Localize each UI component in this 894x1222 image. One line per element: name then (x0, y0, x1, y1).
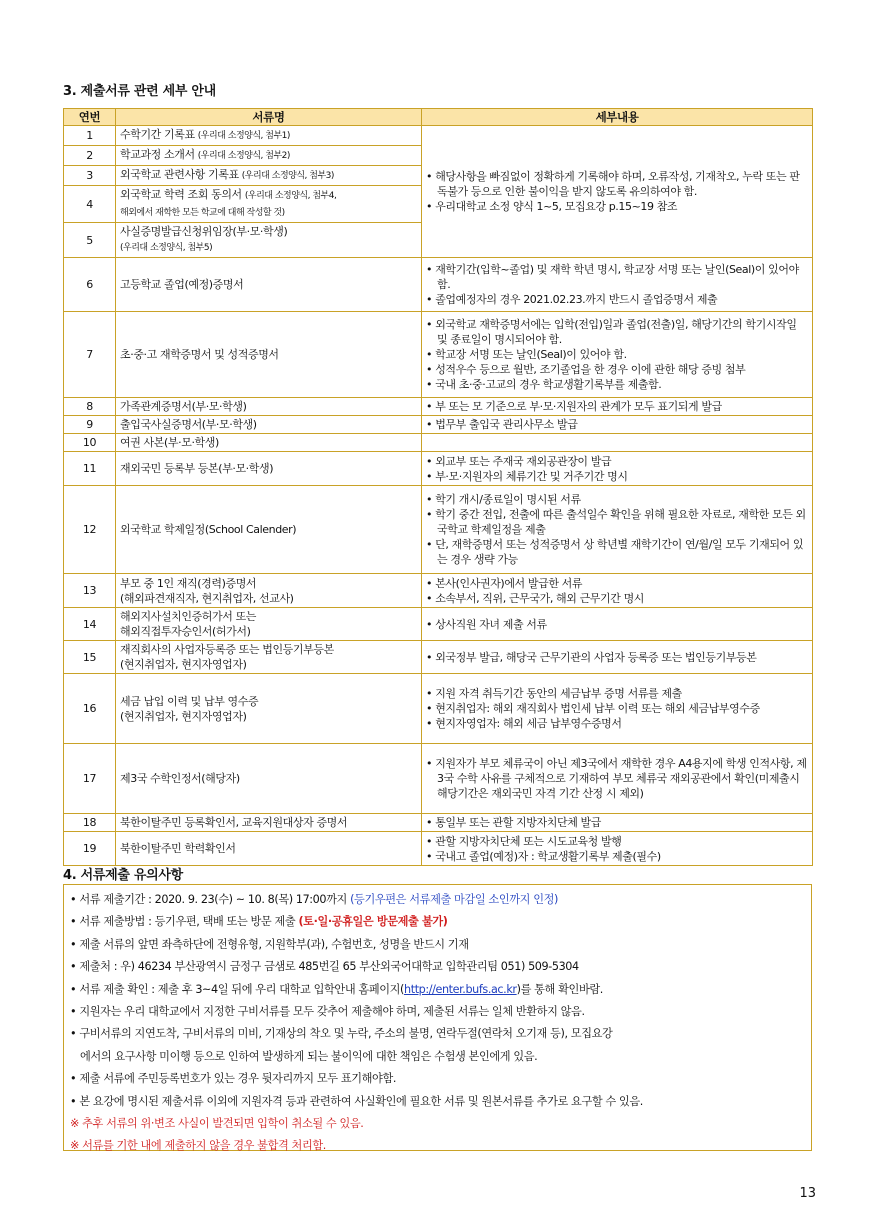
row-number: 10 (64, 434, 116, 452)
document-name (116, 641, 422, 674)
table-row (64, 814, 813, 832)
detail-item: • 학기 개시/종료일이 명시된 서류 (426, 492, 808, 507)
document-details (422, 126, 813, 258)
row-number: 2 (64, 146, 116, 166)
note-text: 서류 제출 확인 : 제출 후 3~4일 뒤에 우리 대학교 입학안내 홈페이지( (79, 982, 405, 996)
document-name-text: 부모 중 1인 재직(경력)증명서 (120, 576, 257, 590)
detail-item: • 외국정부 발급, 해당국 근무기관의 사업자 등록증 또는 법인등기부등본 (426, 650, 808, 665)
row-number: 4 (64, 186, 116, 223)
table-row (64, 398, 813, 416)
document-name-line2: 해외직접투자승인서(허가서) (120, 625, 251, 638)
document-name-text: 사실증명발급신청위임장(부·모·학생) (120, 225, 288, 238)
row-number: 15 (64, 641, 116, 674)
row-number: 14 (64, 608, 116, 641)
document-details (422, 416, 813, 434)
row-number: 11 (64, 452, 116, 486)
row-number: 5 (64, 223, 116, 258)
detail-item: • 국내고 졸업(예정)자 : 학교생활기록부 제출(필수) (426, 849, 808, 864)
row-number: 17 (64, 744, 116, 814)
document-name: 가족관계증명서(부·모·학생) (116, 398, 422, 416)
document-name: 여권 사본(부·모·학생) (116, 434, 422, 452)
document-name-text: 재직회사의 사업자등록증 또는 법인등기부등본 (120, 643, 334, 656)
note-submission-method (70, 911, 805, 933)
table-row (64, 674, 813, 744)
note-confirmation (70, 979, 805, 1001)
note-highlight: (등기우편은 서류제출 마감일 소인까지 인정) (350, 893, 558, 906)
document-name: 초·중·고 재학증명서 및 성적증명서 (116, 312, 422, 398)
document-details (422, 674, 813, 744)
note-submission-period (70, 889, 805, 911)
table-row (64, 574, 813, 608)
document-name (116, 126, 422, 146)
document-name-line2: (현지취업자, 현지자영업자) (120, 658, 247, 671)
note-address: • 제출처 : 우) 46234 부산광역시 금정구 금샘로 485번길 65 부산외국어대학교 입학관리팀 051) 509-5304 (70, 956, 805, 978)
detail-item: • 외교부 또는 주재국 재외공관장이 발급 (426, 454, 808, 469)
document-name (116, 574, 422, 608)
document-details (422, 398, 813, 416)
document-note: (우리대 소정양식, 첨부3) (241, 171, 334, 181)
col-header-number: 연번 (64, 109, 116, 126)
document-details (422, 814, 813, 832)
row-number: 6 (64, 258, 116, 312)
document-name-text: 수학기간 기록표 (120, 128, 195, 141)
document-name-text: 세금 납입 이력 및 납부 영수증 (120, 694, 259, 708)
table-row (64, 126, 813, 146)
detail-item: • 본사(인사권자)에서 발급한 서류 (426, 576, 808, 591)
submission-notes-box (63, 884, 812, 1151)
note-text: 서류 제출기간 : 2020. 9. 23(수) ~ 10. 8(목) 17:00까지 (79, 893, 347, 906)
table-row (64, 416, 813, 434)
document-name (116, 146, 422, 166)
document-details (422, 608, 813, 641)
document-name: 출입국사실증명서(부·모·학생) (116, 416, 422, 434)
document-details (422, 452, 813, 486)
document-name-line2: (해외파견재직자, 현지취업자, 선교사) (120, 591, 294, 605)
row-number: 18 (64, 814, 116, 832)
document-name-text: 외국학교 학력 조회 동의서 (120, 188, 242, 201)
table-row (64, 258, 813, 312)
col-header-details: 세부내용 (422, 109, 813, 126)
detail-item: • 지원자가 부모 체류국이 아닌 제3국에서 재학한 경우 A4용지에 학생 인적사항, 제3국 수학 사유를 구체적으로 기재하여 부모 체류국 재외공관에서 확인(미제출시 해당기간은 재외국민 자격 기간 산정 시 제외) (426, 756, 808, 801)
detail-item: • 단, 재학증명서 또는 성적증명서 상 학년별 재학기간이 연/월/일 모두 기재되어 있는 경우 생략 가능 (426, 537, 808, 567)
document-name: 재외국민 등록부 등본(부·모·학생) (116, 452, 422, 486)
detail-item: • 법무부 출입국 관리사무소 발급 (426, 417, 808, 432)
detail-item: • 부·모·지원자의 체류기간 및 거주기간 명시 (426, 469, 808, 484)
note-text: )를 통해 확인바람. (516, 982, 603, 996)
detail-item: • 학교장 서명 또는 날인(Seal)이 있어야 함. (426, 347, 808, 362)
document-details (422, 832, 813, 866)
warning-forgery: ※ 추후 서류의 위·변조 사실이 발견되면 입학이 취소될 수 있음. (70, 1117, 364, 1131)
table-row (64, 832, 813, 866)
document-details (422, 312, 813, 398)
document-name: 외국학교 학제일정(School Calender) (116, 486, 422, 574)
document-details (422, 434, 813, 452)
document-name (116, 674, 422, 744)
row-number: 7 (64, 312, 116, 398)
detail-item: • 국내 초·중·고교의 경우 학교생활기록부를 제출함. (426, 377, 808, 392)
table-header-row (64, 109, 813, 126)
document-name (116, 608, 422, 641)
detail-item: • 소속부서, 직위, 근무국가, 해외 근무기간 명시 (426, 591, 808, 606)
document-details (422, 486, 813, 574)
detail-item: • 해당사항을 빠짐없이 정확하게 기록해야 하며, 오류작성, 기재착오, 누락 또는 판독불가 등으로 인한 불이익을 받지 않도록 유의하여야 함. (426, 169, 808, 199)
row-number: 1 (64, 126, 116, 146)
note-resident-number: • 제출 서류에 주민등록번호가 있는 경우 뒷자리까지 모두 표기해야함. (70, 1068, 805, 1090)
detail-item: • 지원 자격 취득기간 동안의 세금납부 증명 서류를 제출 (426, 686, 808, 701)
document-name (116, 223, 422, 258)
document-name (116, 186, 422, 223)
document-name: 제3국 수학인정서(해당자) (116, 744, 422, 814)
table-row (64, 486, 813, 574)
row-number: 16 (64, 674, 116, 744)
detail-item: • 성적우수 등으로 월반, 조기졸업을 한 경우 이에 관한 해당 증빙 첨부 (426, 362, 808, 377)
detail-item: • 부 또는 모 기준으로 부·모·지원자의 관계가 모두 표기되게 발급 (426, 399, 808, 414)
detail-item: • 졸업예정자의 경우 2021.02.23.까지 반드시 졸업증명서 제출 (426, 292, 808, 307)
col-header-document: 서류명 (116, 109, 422, 126)
document-note: (우리대 소정양식, 첨부5) (120, 243, 213, 253)
note-responsibility-cont: 에서의 요구사항 미이행 등으로 인하여 발생하게 되는 불이익에 대한 책임은 수험생 본인에게 있음. (80, 1049, 538, 1063)
document-name (116, 166, 422, 186)
document-details (422, 574, 813, 608)
section3-title: 3. 제출서류 관련 세부 안내 (63, 84, 216, 99)
documents-table (63, 108, 813, 866)
note-highlight: (토·일·공휴일은 방문제출 불가) (298, 915, 448, 929)
note-labeling: • 제출 서류의 앞면 좌측하단에 전형유형, 지원학부(과), 수험번호, 성명을 반드시 기재 (70, 934, 805, 956)
note-no-return: • 지원자는 우리 대학교에서 지정한 구비서류를 모두 갖추어 제출해야 하며, 제출된 서류는 일체 반환하지 않음. (70, 1001, 805, 1023)
document-name-line2: (현지취업자, 현지자영업자) (120, 709, 247, 723)
homepage-link[interactable]: http://enter.bufs.ac.kr (404, 982, 517, 996)
document-name: 고등학교 졸업(예정)증명서 (116, 258, 422, 312)
row-number: 19 (64, 832, 116, 866)
document-note-line2: 해외에서 재학한 모든 학교에 대해 작성할 것) (120, 208, 285, 218)
detail-item: • 현지취업자: 해외 재직회사 법인세 납부 이력 또는 해외 세금납부영수증 (426, 701, 808, 716)
warning-deadline: ※ 서류를 기한 내에 제출하지 않을 경우 불합격 처리함. (70, 1139, 326, 1153)
document-name: 북한이탈주민 등록확인서, 교육지원대상자 증명서 (116, 814, 422, 832)
document-details (422, 744, 813, 814)
note-additional-docs: • 본 요강에 명시된 제출서류 이외에 지원자격 등과 관련하여 사실확인에 필요한 서류 및 원본서류를 추가로 요구할 수 있음. (70, 1091, 805, 1113)
document-name: 북한이탈주민 학력확인서 (116, 832, 422, 866)
table-row (64, 608, 813, 641)
document-name-text: 외국학교 관련사항 기록표 (120, 168, 239, 181)
table-row (64, 312, 813, 398)
detail-item: • 학기 중간 전입, 전출에 따른 출석일수 확인을 위해 필요한 자료로, 재학한 모든 외국학교 학제일정을 제출 (426, 507, 808, 537)
document-details (422, 258, 813, 312)
detail-item: • 현지자영업자: 해외 세금 납부영수증명서 (426, 716, 808, 731)
detail-item: • 상사직원 자녀 제출 서류 (426, 617, 808, 632)
document-note: (우리대 소정양식, 첨부1) (197, 131, 290, 141)
document-note: (우리대 소정양식, 첨부2) (197, 151, 290, 161)
note-text: 서류 제출방법 : 등기우편, 택배 또는 방문 제출 (79, 915, 296, 929)
detail-item: • 관할 지방자치단체 또는 시도교육청 발행 (426, 834, 808, 849)
row-number: 12 (64, 486, 116, 574)
detail-item: • 통일부 또는 관할 지방자치단체 발급 (426, 815, 808, 830)
row-number: 13 (64, 574, 116, 608)
detail-item: • 외국학교 재학증명서에는 입학(전입)일과 졸업(전출)일, 해당기간의 학기시작일 및 종료일이 명시되어야 함. (426, 317, 808, 347)
table-row (64, 641, 813, 674)
row-number: 3 (64, 166, 116, 186)
document-name-text: 해외지사설치인증허가서 또는 (120, 610, 257, 623)
detail-item: • 우리대학교 소정 양식 1~5, 모집요강 p.15~19 참조 (426, 199, 808, 214)
section4-title: 4. 서류제출 유의사항 (63, 868, 183, 883)
row-number: 9 (64, 416, 116, 434)
document-note: (우리대 소정양식, 첨부4, (244, 191, 337, 201)
document-name-text: 학교과정 소개서 (120, 148, 195, 161)
table-row (64, 452, 813, 486)
document-details (422, 641, 813, 674)
page-number: 13 (799, 1186, 816, 1201)
table-row (64, 744, 813, 814)
note-responsibility: • 구비서류의 지연도착, 구비서류의 미비, 기재상의 착오 및 누락, 주소의 불명, 연락두절(연락처 오기재 등), 모집요강 (70, 1023, 805, 1045)
row-number: 8 (64, 398, 116, 416)
detail-item: • 재학기간(입학~졸업) 및 재학 학년 명시, 학교장 서명 또는 날인(Seal)이 있어야 함. (426, 262, 808, 292)
table-row (64, 434, 813, 452)
